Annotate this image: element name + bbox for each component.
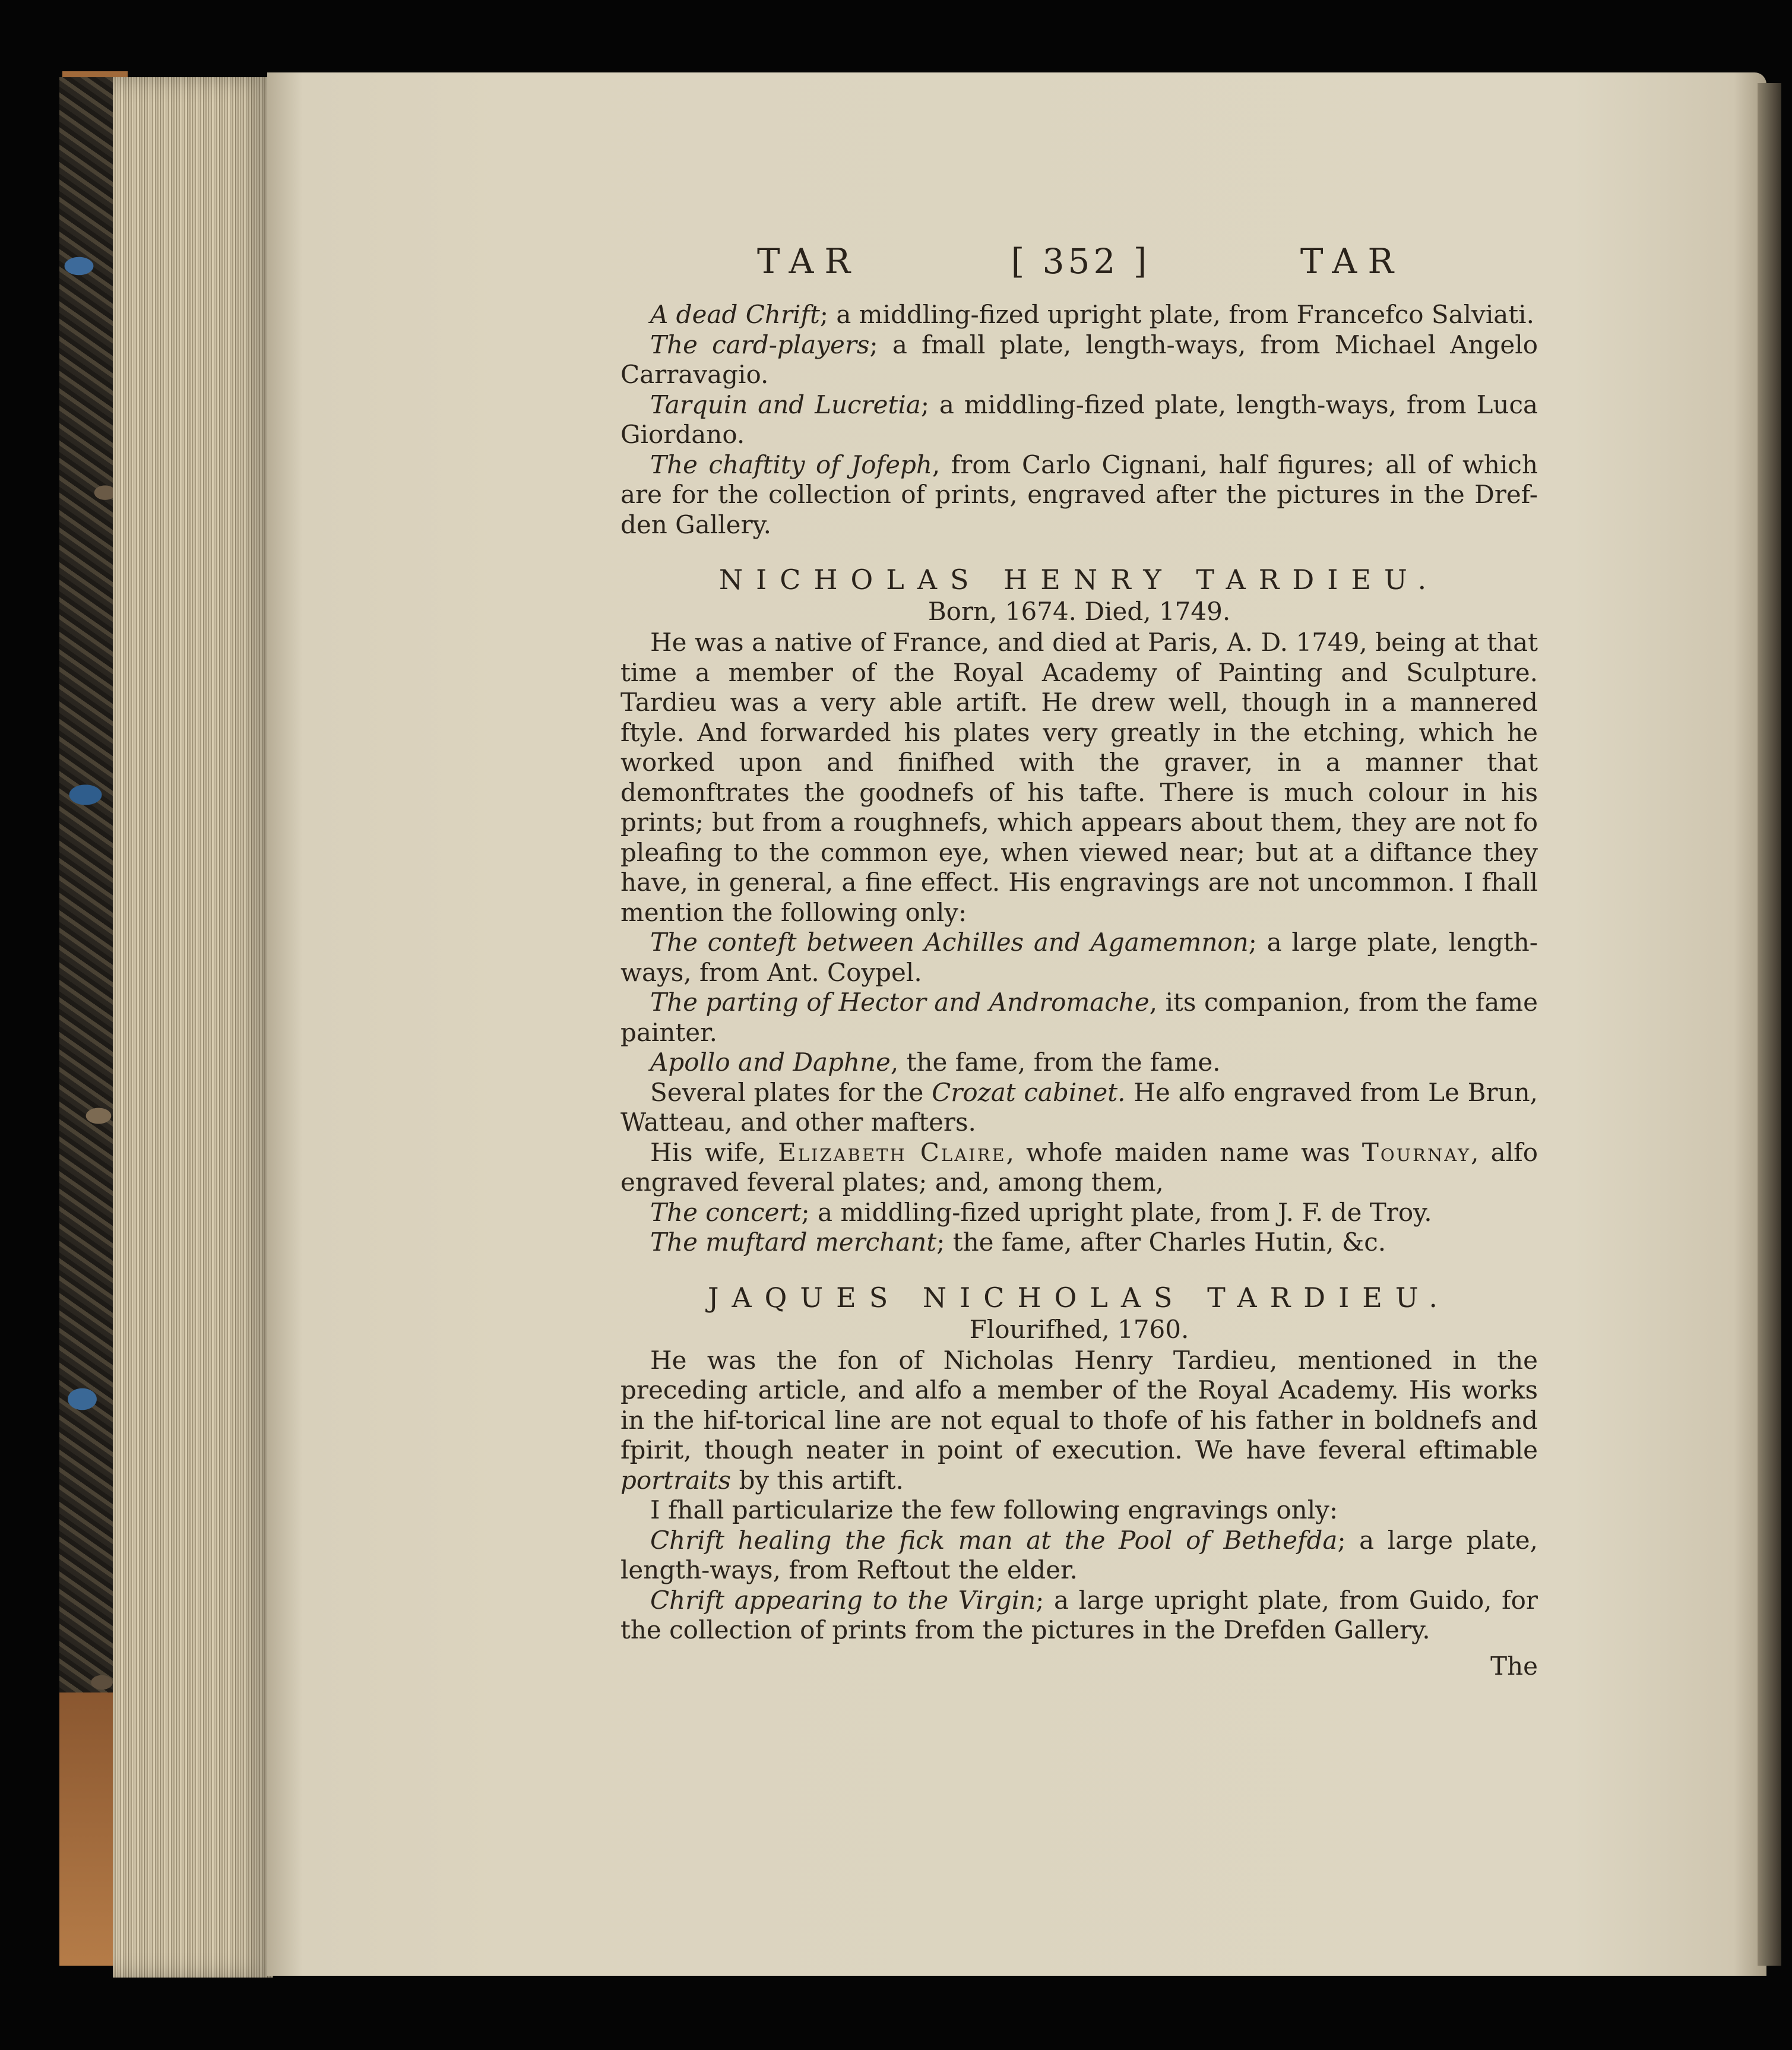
biography-paragraph	[620, 1346, 1538, 1496]
crozat-paragraph	[620, 1078, 1538, 1138]
entry	[620, 1228, 1538, 1258]
person-name: Tournay	[1362, 1137, 1471, 1167]
section-dates: Flourifhed, 1760.	[969, 1314, 1189, 1344]
emphasis: portraits	[620, 1465, 732, 1495]
entry-text: ; a fmall plate, length-ways, from Michael Angelo Carravagio.	[620, 330, 1538, 389]
entry-text: ; a middling-fized upright plate, from J. F. de Troy.	[801, 1197, 1432, 1227]
biography-paragraph: He was a native of France, and died at Paris, A. D. 1749, being at that time a member of the Royal Academy of Painting and Sculpture. Tardieu was a very able artift. He drew well, though in a mannered ftyle. And forwarded his plates very greatly in the etching, which he worked upon and finifhed with the graver, in a manner that demonftrates the goodnefs of his tafte. There is much colour in his prints; but from a roughnefs, which appears about them, they are not fo pleafing to the common eye, when viewed near; but at a diftance they have, in general, a fine effect. His engravings are not uncommon. I fhall mention the following only:	[620, 628, 1538, 927]
entry-title: The chaftity of Jofeph	[650, 450, 932, 479]
entry	[620, 390, 1538, 450]
entry-title: The conteft between Achilles and Agamemnon	[650, 928, 1249, 957]
entry-title: The concert	[650, 1197, 802, 1227]
catchword: The	[1490, 1651, 1538, 1681]
entry-title: Chrift appearing to the Virgin	[650, 1585, 1036, 1615]
entry	[620, 1526, 1538, 1586]
page-number: [ 352 ]	[1011, 241, 1151, 281]
section-heading: NICHOLAS HENRY TARDIEU.	[718, 564, 1440, 596]
text-run: His wife,	[650, 1137, 778, 1167]
header-right: TAR	[1300, 241, 1404, 281]
entry	[620, 330, 1538, 390]
entry-text: , its companion, from the fame painter.	[620, 988, 1538, 1047]
header-left: TAR	[757, 241, 862, 281]
text-run: , alfo engraved feveral plates; and, among them,	[620, 1137, 1538, 1197]
entry-text: ; the fame, after Charles Hutin, &c.	[936, 1228, 1386, 1257]
text-run: by this artift.	[731, 1465, 904, 1495]
page-text	[620, 241, 1538, 1681]
running-header	[757, 241, 1404, 300]
entry-title: Chrift healing the fick man at the Pool of Bethefda	[650, 1525, 1338, 1555]
entry-title: The card-players	[650, 330, 870, 359]
text-run: Several plates for the	[650, 1077, 932, 1107]
entry-text: ; a large plate, length-ways, from Reftout the elder.	[620, 1525, 1538, 1584]
text-run: , whofe maiden name was	[1006, 1137, 1362, 1167]
entry	[620, 300, 1538, 330]
entry	[620, 928, 1538, 988]
person-name: Elizabeth Claire	[778, 1137, 1006, 1167]
text-run: He was the fon of Nicholas Henry Tardieu, mentioned in the preceding article, and alfo a member of the Royal Academy. His works in the hif-torical line are not equal to thofe of his father in boldnefs and fpirit, though neater in point of execution. We have feveral eftimable	[620, 1345, 1538, 1464]
entry	[620, 988, 1538, 1048]
entry-title: Crozat cabinet.	[932, 1077, 1126, 1107]
entry-title: The parting of Hector and Andromache	[650, 988, 1150, 1017]
entry	[620, 1048, 1538, 1078]
entry	[620, 1586, 1538, 1646]
lead-line: I fhall particularize the few following engravings only:	[650, 1495, 1338, 1524]
entry-title: The muftard merchant	[650, 1228, 937, 1257]
page-edges	[113, 77, 273, 1978]
page-shadow	[1758, 83, 1781, 1966]
section-dates: Born, 1674. Died, 1749.	[927, 597, 1231, 626]
text-run: He alfo engraved from Le Brun, Watteau, and other mafters.	[620, 1077, 1538, 1137]
entry-text: ; a large plate, length-ways, from Ant. Coypel.	[620, 928, 1538, 987]
entry	[620, 1198, 1538, 1228]
entry-text: ; a middling-fized upright plate, from Francefco Salviati.	[819, 300, 1534, 329]
entry-text: ; a large upright plate, from Guido, for the collection of prints from the pictures in the Drefden Gallery.	[620, 1585, 1538, 1644]
wife-paragraph	[620, 1138, 1538, 1198]
entry-title: A dead Chrift	[650, 300, 820, 329]
section-heading: JAQUES NICHOLAS TARDIEU.	[707, 1281, 1451, 1314]
entry-title: Apollo and Daphne	[650, 1048, 891, 1077]
entry-text: , from Carlo Cignani, half figures; all of which are for the collection of prints, engraved after the pictures in the Dref-den Gallery.	[620, 450, 1538, 539]
entry	[620, 450, 1538, 540]
entry-text: , the fame, from the fame.	[890, 1048, 1221, 1077]
entry-title: Tarquin and Lucretia	[650, 390, 921, 419]
entry-text: ; a middling-fized plate, length-ways, from Luca Giordano.	[620, 390, 1538, 449]
